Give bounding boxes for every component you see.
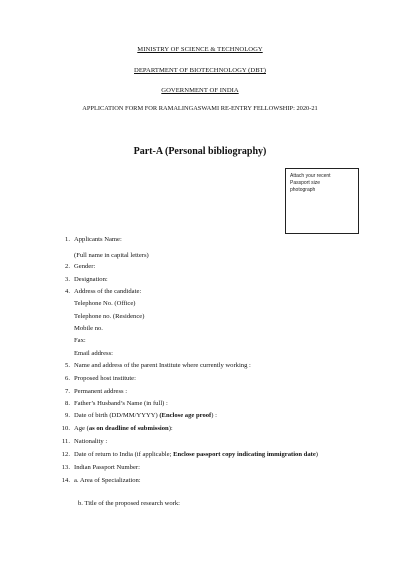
item-label: Name and address of the parent Institute where currently working : xyxy=(74,362,251,369)
item-number: 12. xyxy=(61,451,70,458)
item-number: 13. xyxy=(61,464,70,471)
item-number: 1. xyxy=(65,236,70,243)
government-heading: GOVERNMENT OF INDIA xyxy=(161,87,239,94)
item-label: Designation: xyxy=(74,276,108,283)
item-label: a. Area of Specialization: xyxy=(74,477,141,484)
email-address: Email address: xyxy=(74,350,114,357)
return-date-label: Date of return to India (if applicable; xyxy=(74,451,174,458)
department-heading: DEPARTMENT OF BIOTECHNOLOGY (DBT) xyxy=(134,67,266,74)
photo-box-line3: photograph xyxy=(290,187,316,193)
fax: Fax: xyxy=(74,337,86,344)
item-number: 3. xyxy=(65,276,70,283)
item-number: 10. xyxy=(61,425,70,432)
photo-attach-box xyxy=(285,168,359,234)
item-number: 11. xyxy=(62,438,70,445)
item-number: 4. xyxy=(65,288,70,295)
return-date-note: Enclose passport copy indicating immigration date xyxy=(173,451,316,458)
age-suffix: ): xyxy=(168,425,173,432)
item-label xyxy=(74,425,173,432)
item-number: 14. xyxy=(61,477,70,484)
age-label: Age ( xyxy=(74,425,89,432)
telephone-office: Telephone No. (Office) xyxy=(74,300,136,307)
item-number: 6. xyxy=(65,375,70,382)
telephone-residence: Telephone no. (Residence) xyxy=(74,313,145,320)
item-label xyxy=(74,451,318,458)
form-title: APPLICATION FORM FOR RAMALINGASWAMI RE-ENTRY FELLOWSHIP: 2020-21 xyxy=(82,105,318,112)
item-number: 8. xyxy=(65,400,70,407)
item-label: Applicants Name: xyxy=(74,236,122,243)
item-number: 2. xyxy=(65,263,70,270)
mobile-number: Mobile no. xyxy=(74,325,103,332)
item-label: Permanent address : xyxy=(74,388,128,395)
dob-suffix: ) : xyxy=(211,412,217,419)
item-label: Nationality : xyxy=(74,438,108,445)
item-label: Indian Passport Number: xyxy=(74,464,140,471)
research-work-title: b. Title of the proposed research work: xyxy=(78,500,180,507)
applicant-name-hint: (Full name in capital letters) xyxy=(74,252,149,259)
item-number: 9. xyxy=(65,412,70,419)
item-label: Address of the candidate: xyxy=(74,288,142,295)
item-label: Proposed host institute: xyxy=(74,375,136,382)
item-number: 5. xyxy=(65,362,70,369)
item-label: Gender: xyxy=(74,263,96,270)
return-date-suffix: ) xyxy=(315,451,318,458)
item-number: 7. xyxy=(65,388,70,395)
age-note: as on deadline of submission xyxy=(88,425,169,432)
photo-box-line1: Attach your recent xyxy=(290,173,331,179)
ministry-heading: MINISTRY OF SCIENCE & TECHNOLOGY xyxy=(137,46,263,53)
item-label xyxy=(74,412,217,419)
part-title: Part-A (Personal bibliography) xyxy=(133,146,267,157)
item-label: Father’s Husband’s Name (in full) : xyxy=(74,400,168,407)
dob-note: (Enclose age proof xyxy=(159,412,212,419)
dob-label: Date of birth (DD/MM/YYYY) xyxy=(74,412,160,419)
photo-box-line2: Passport size xyxy=(290,180,321,186)
